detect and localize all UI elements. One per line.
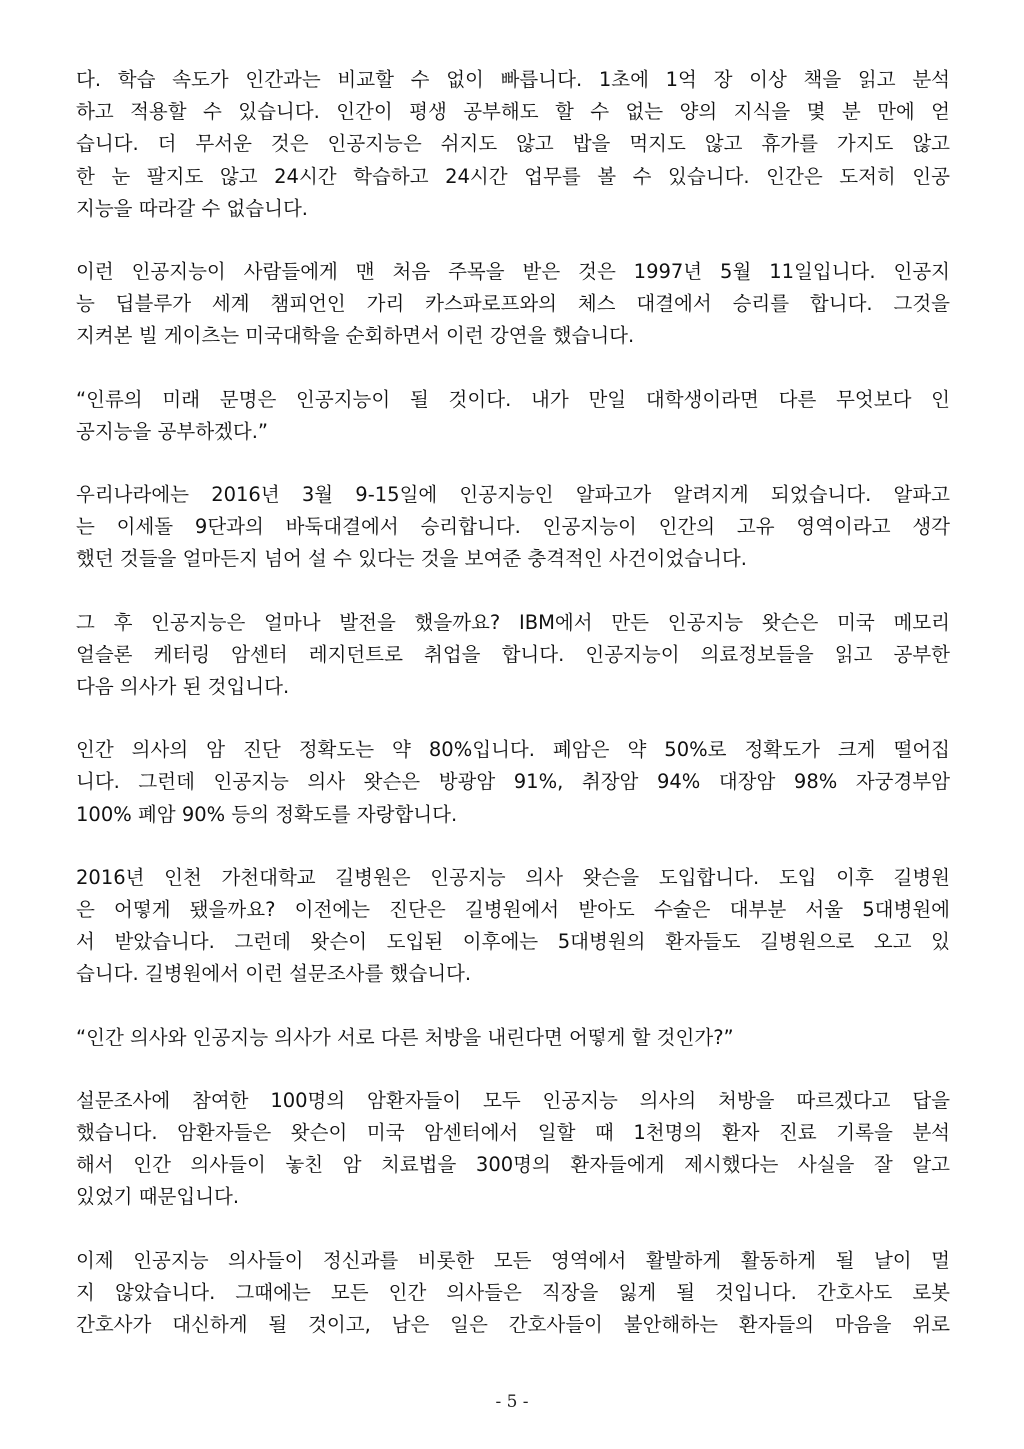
text-line: 2016년 인천 가천대학교 길병원은 인공지능 의사 왓슨을 도입합니다. 도입 이후 길병원 bbox=[76, 865, 950, 889]
paragraph-9 bbox=[76, 1085, 950, 1214]
text-line: 니다. 그런데 인공지능 의사 왓슨은 방광암 91%, 취장암 94% 대장암 98% 자궁경부암 bbox=[76, 770, 950, 794]
text-line: 습니다. 길병원에서 이런 설문조사를 했습니다. bbox=[76, 962, 472, 986]
paragraph-2 bbox=[76, 256, 950, 353]
text-line: 능 딥블루가 세계 챔피언인 가리 카스파로프와의 체스 대결에서 승리를 합니다. 그것을 bbox=[76, 292, 950, 316]
text-line: 100% 폐암 90% 등의 정확도를 자랑합니다. bbox=[76, 802, 458, 826]
text-line: 그 후 인공지능은 얼마나 발전을 했을까요? IBM에서 만든 인공지능 왓슨은 미국 메모리 bbox=[76, 610, 950, 634]
text-line: “인류의 미래 문명은 인공지능이 될 것이다. 내가 만일 대학생이라면 다른 무엇보다 인 bbox=[76, 387, 950, 411]
text-line: 간호사가 대신하게 될 것이고, 남은 일은 간호사들이 불안해하는 환자들의 마음을 위로 bbox=[76, 1313, 950, 1337]
text-line: 우리나라에는 2016년 3월 9-15일에 인공지능인 알파고가 알려지게 되었습니다. 알파고 bbox=[76, 483, 950, 507]
text-line: 공지능을 공부하겠다.” bbox=[76, 419, 269, 443]
paragraph-6 bbox=[76, 734, 950, 831]
text-line: 는 이세돌 9단과의 바둑대결에서 승리합니다. 인공지능이 인간의 고유 영역이라고 생각 bbox=[76, 515, 950, 539]
paragraph-5 bbox=[76, 607, 950, 704]
text-line: 은 어떻게 됐을까요? 이전에는 진단은 길병원에서 받아도 수술은 대부분 서울 5대병원에 bbox=[76, 898, 950, 922]
text-line: 다음 의사가 된 것입니다. bbox=[76, 675, 290, 699]
text-line: 이제 인공지능 의사들이 정신과를 비롯한 모든 영역에서 활발하게 활동하게 될 날이 멀 bbox=[76, 1248, 950, 1272]
text-line: 인간 의사의 암 진단 정확도는 약 80%입니다. 폐암은 약 50%로 정확도가 크게 떨어집 bbox=[76, 738, 950, 762]
document-body bbox=[76, 64, 950, 1372]
text-line: 했던 것들을 얼마든지 넘어 설 수 있다는 것을 보여준 충격적인 사건이었습니다. bbox=[76, 547, 747, 571]
text-line: 얼슬론 케터링 암센터 레지던트로 취업을 합니다. 인공지능이 의료정보들을 읽고 공부한 bbox=[76, 642, 950, 666]
text-line: 지능을 따라갈 수 없습니다. bbox=[76, 196, 309, 220]
paragraph-1 bbox=[76, 64, 950, 225]
text-line: 다. 학습 속도가 인간과는 비교할 수 없이 빠릅니다. 1초에 1억 장 이상 책을 읽고 분석 bbox=[76, 68, 950, 91]
text-line: 습니다. 더 무서운 것은 인공지능은 쉬지도 않고 밥을 먹지도 않고 휴가를 가지도 않고 bbox=[76, 132, 950, 156]
text-line: 있었기 때문입니다. bbox=[76, 1185, 240, 1209]
paragraph-10 bbox=[76, 1245, 950, 1342]
text-line: 서 받았습니다. 그런데 왓슨이 도입된 이후에는 5대병원의 환자들도 길병원으로 오고 있 bbox=[76, 930, 950, 954]
quote-paragraph-2 bbox=[76, 1022, 950, 1054]
text-line: 지켜본 빌 게이츠는 미국대학을 순회하면서 이런 강연을 했습니다. bbox=[76, 324, 635, 348]
text-line: 하고 적용할 수 있습니다. 인간이 평생 공부해도 할 수 없는 양의 지식을 몇 분 만에 얻 bbox=[76, 100, 950, 124]
text-line: 했습니다. 암환자들은 왓슨이 미국 암센터에서 일할 때 1천명의 환자 진료 기록을 분석 bbox=[76, 1121, 950, 1145]
page-number: - 5 - bbox=[495, 1392, 529, 1412]
text-line: “인간 의사와 인공지능 의사가 서로 다른 처방을 내린다면 어떻게 할 것인가?” bbox=[76, 1025, 734, 1049]
text-line: 해서 인간 의사들이 놓친 암 치료법을 300명의 환자들에게 제시했다는 사실을 잘 알고 bbox=[76, 1153, 950, 1177]
text-line: 설문조사에 참여한 100명의 암환자들이 모두 인공지능 의사의 처방을 따르겠다고 답을 bbox=[76, 1088, 950, 1112]
paragraph-4 bbox=[76, 479, 950, 576]
quote-paragraph-1 bbox=[76, 384, 950, 448]
text-line: 이런 인공지능이 사람들에게 맨 처음 주목을 받은 것은 1997년 5월 11일입니다. 인공지 bbox=[76, 260, 950, 284]
paragraph-7 bbox=[76, 862, 950, 991]
text-line: 한 눈 팔지도 않고 24시간 학습하고 24시간 업무를 볼 수 있습니다. 인간은 도저히 인공 bbox=[76, 164, 950, 188]
text-line: 지 않았습니다. 그때에는 모든 인간 의사들은 직장을 잃게 될 것입니다. 간호사도 로봇 bbox=[76, 1280, 950, 1304]
